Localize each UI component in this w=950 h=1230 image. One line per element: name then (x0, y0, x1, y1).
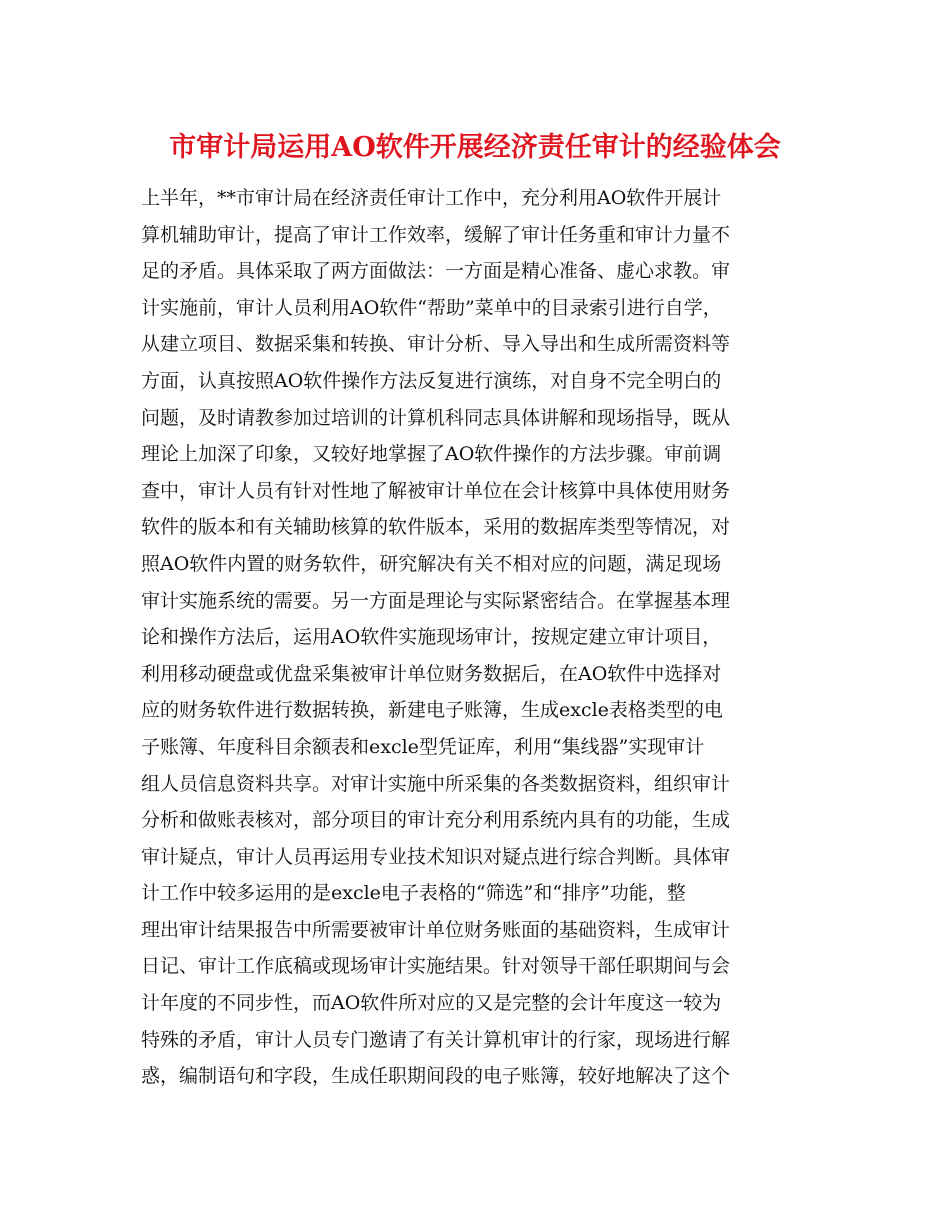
body-line: 审计疑点，审计人员再运用专业技术知识对疑点进行综合判断。具体审 (141, 845, 731, 868)
document-body (141, 180, 821, 1095)
body-line: 方面，认真按照AO软件操作方法反复进行演练，对自身不完全明白的 (141, 369, 722, 392)
body-line: 特殊的矛盾，审计人员专门邀请了有关计算机审计的行家，现场进行解 (141, 1028, 731, 1051)
body-line: 上半年，**市审计局在经济责任审计工作中，充分利用AO软件开展计 (141, 187, 722, 209)
body-line: 理论上加深了印象，又较好地掌握了AO软件操作的方法步骤。审前调 (141, 443, 722, 466)
body-line: 计实施前，审计人员利用AO软件“帮助”菜单中的目录索引进行自学， (141, 296, 722, 319)
body-line: 日记、审计工作底稿或现场审计实施结果。针对领导干部任职期间与会 (141, 955, 731, 978)
body-line: 理出审计结果报告中所需要被审计单位财务账面的基础资料，生成审计 (141, 918, 731, 941)
body-line: 照AO软件内置的财务软件，研究解决有关不相对应的问题，满足现场 (141, 552, 722, 575)
body-line: 子账簿、年度科目余额表和excle型凭证库，利用“集线器”实现审计 (141, 735, 705, 758)
document-title: 市审计局运用AO软件开展经济责任审计的经验体会 (169, 132, 781, 163)
body-line: 计工作中较多运用的是excle电子表格的“筛选”和“排序”功能，整 (141, 882, 686, 905)
body-line: 足的矛盾。具体采取了两方面做法：一方面是精心准备、虚心求教。审 (141, 260, 731, 283)
body-line: 软件的版本和有关辅助核算的软件版本，采用的数据库类型等情况，对 (141, 516, 731, 539)
body-line: 从建立项目、数据采集和转换、审计分析、导入导出和生成所需资料等 (141, 333, 731, 356)
body-line: 分析和做账表核对，部分项目的审计充分利用系统内具有的功能，生成 (141, 809, 731, 832)
body-line: 查中，审计人员有针对性地了解被审计单位在会计核算中具体使用财务 (141, 479, 731, 502)
body-line: 论和操作方法后，运用AO软件实施现场审计，按规定建立审计项目， (141, 626, 722, 649)
body-line: 应的财务软件进行数据转换，新建电子账簿，生成excle表格类型的电 (141, 699, 723, 722)
body-line: 组人员信息资料共享。对审计实施中所采集的各类数据资料，组织审计 (141, 772, 731, 795)
body-line: 问题，及时请教参加过培训的计算机科同志具体讲解和现场指导，既从 (141, 406, 731, 429)
body-line: 计年度的不同步性，而AO软件所对应的又是完整的会计年度这一较为 (141, 992, 722, 1015)
body-line: 利用移动硬盘或优盘采集被审计单位财务数据后，在AO软件中选择对 (141, 662, 722, 685)
body-line: 惑，编制语句和字段，生成任职期间段的电子账簿，较好地解决了这个 (141, 1065, 731, 1088)
body-line: 算机辅助审计，提高了审计工作效率，缓解了审计任务重和审计力量不 (141, 223, 731, 246)
body-line: 审计实施系统的需要。另一方面是理论与实际紧密结合。在掌握基本理 (141, 589, 731, 612)
